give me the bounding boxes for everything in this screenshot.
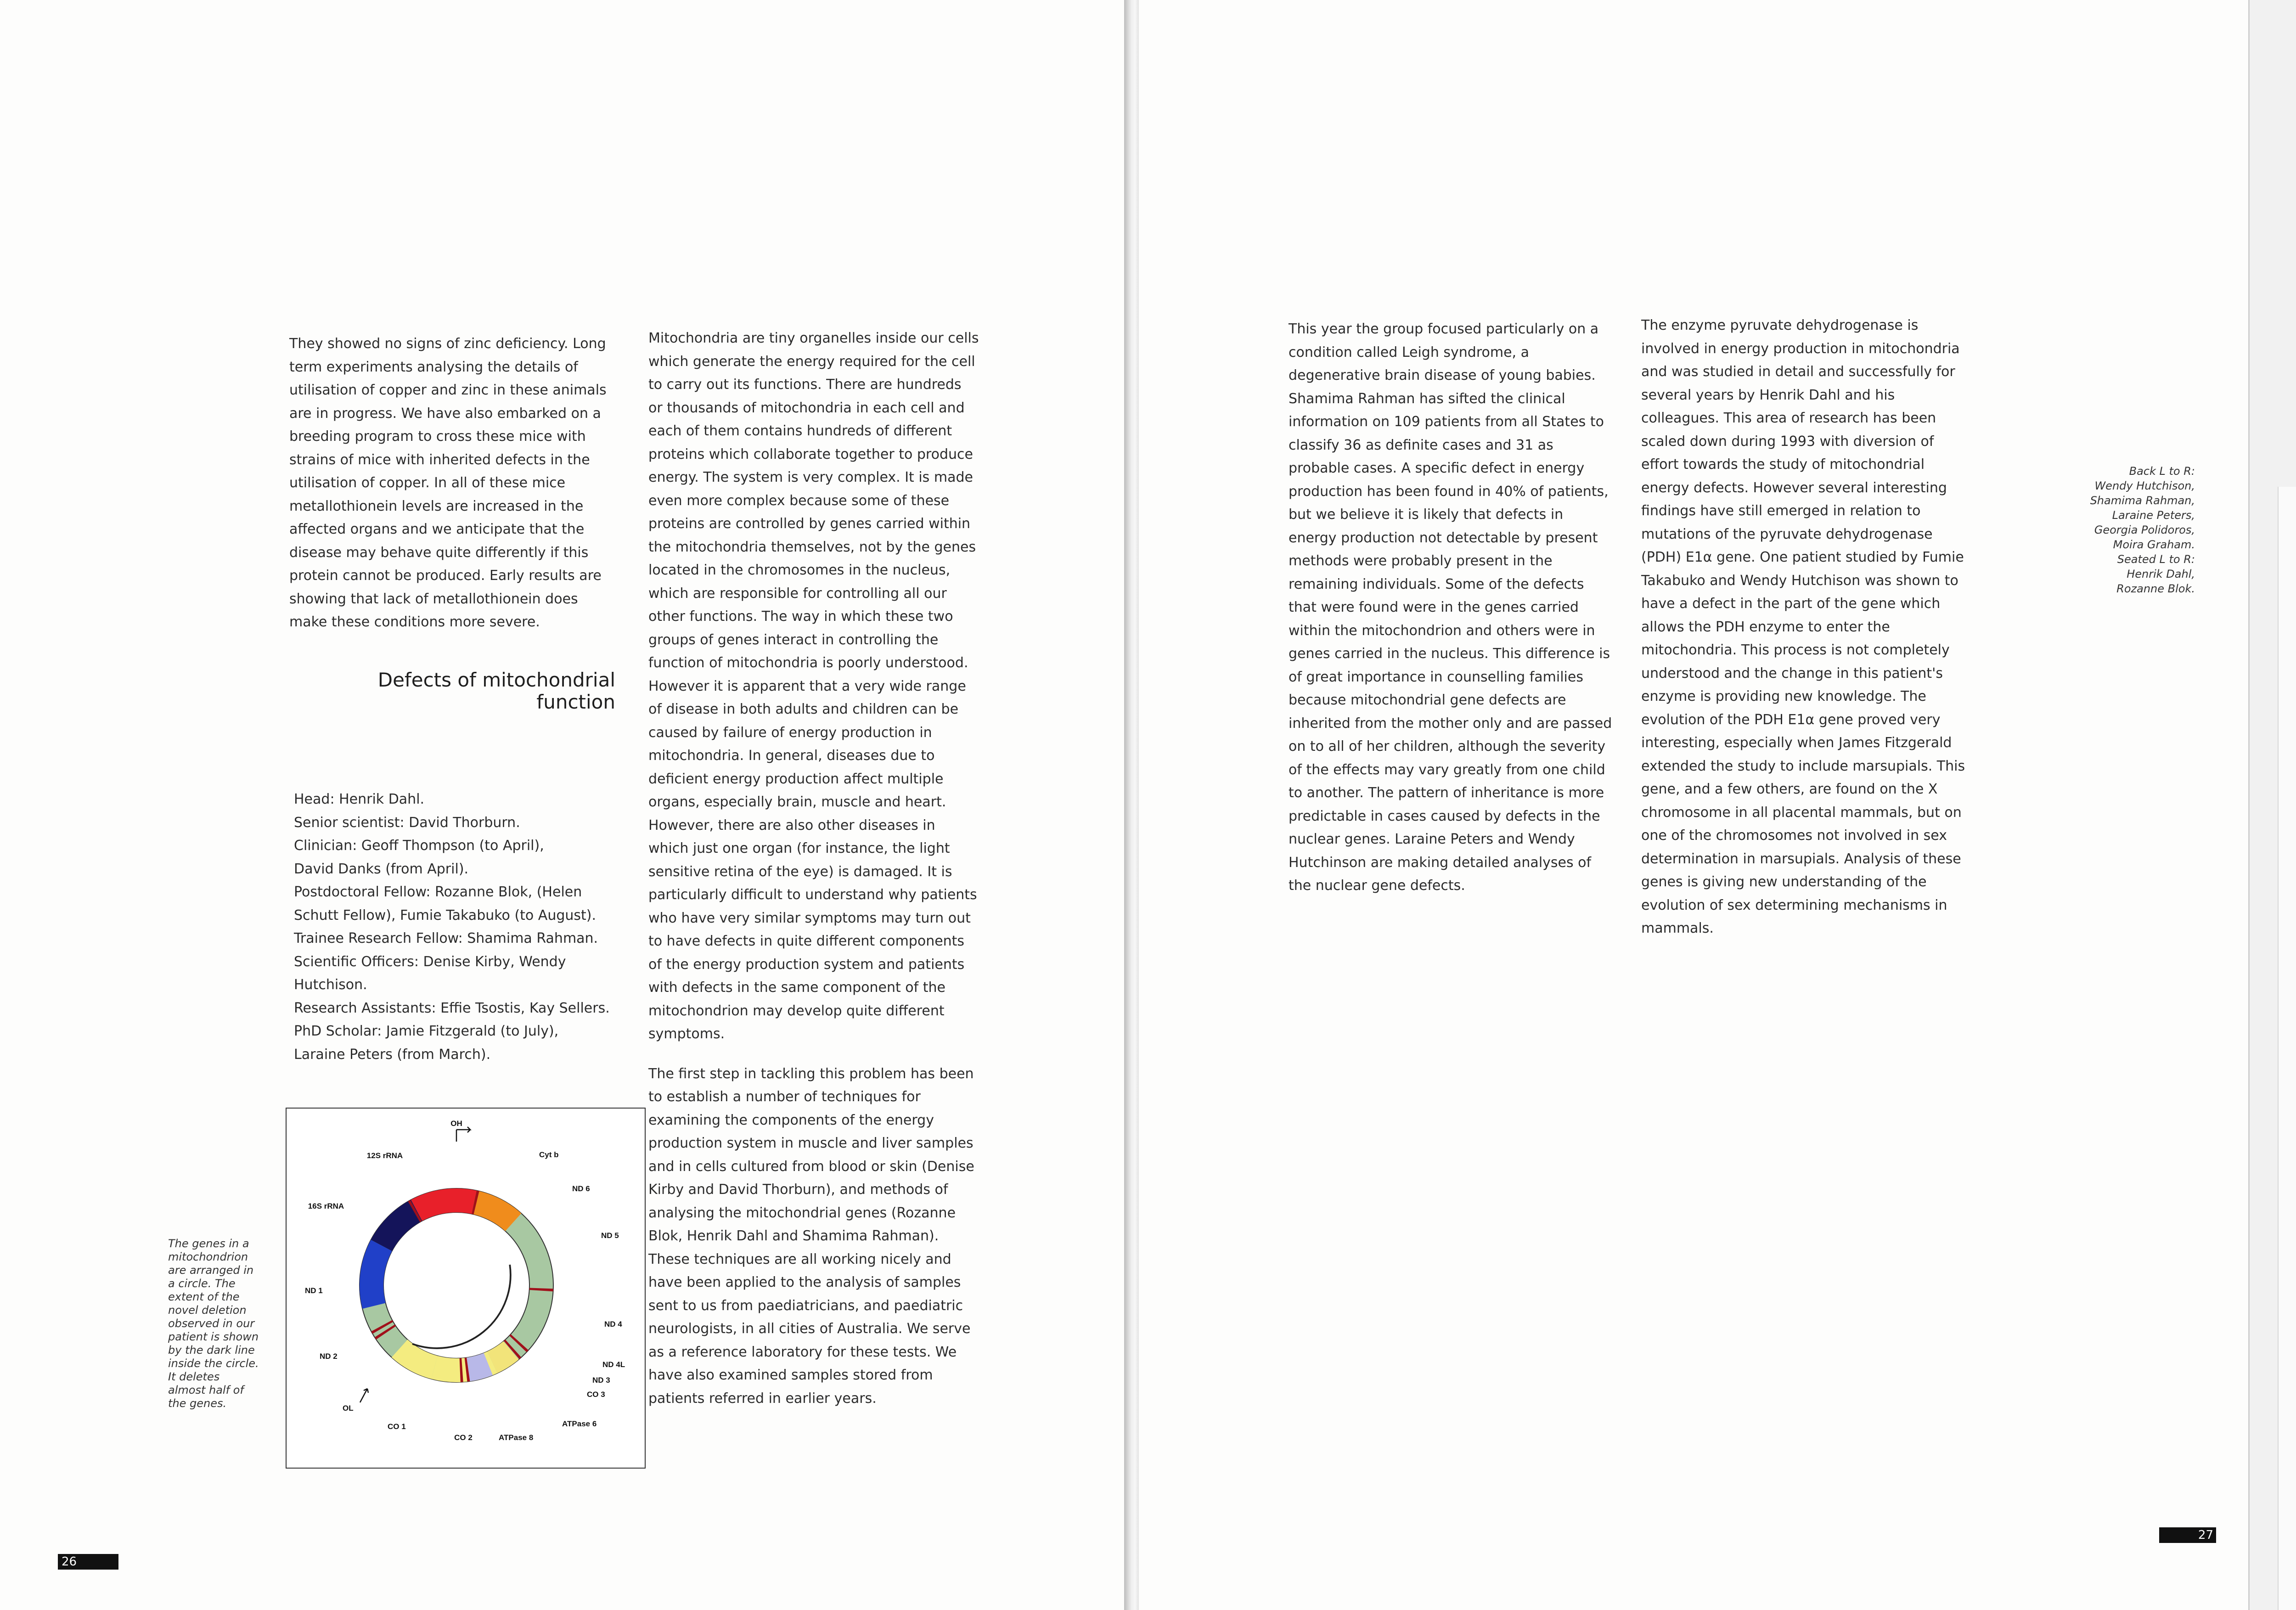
label-12s-rrna: 12S rRNA — [366, 1151, 403, 1160]
staff-list — [294, 788, 625, 1066]
photo-caption-line: Wendy Hutchison, — [2094, 479, 2195, 492]
photo-caption-line: Georgia Polidoros, — [2094, 524, 2195, 536]
leigh-syndrome-paragraph: This year the group focused particularly on a condition called Leigh syndrome, a degenerative brain disease of young babies. Shamima Rahman has sifted the clinical information on 109 patients from all States to classify 36 as definite cases and 31 as probable cases. A specific defect in energy production has been found in 40% of patients, but we believe it is likely that defects in energy production not detectable by present methods were probably present in the remaining individuals. Some of the defects that were found were in the genes carried within the mitochondrion and others were in genes carried in the nucleus. This difference is of great importance in counselling families because mitochondrial gene defects are inherited from the mother only and are passed on to all of her children, although the severity of the effects may vary greatly from one child to another. The pattern of inheritance is more predictable in cases caused by defects in the nuclear genes. Laraine Peters and Wendy Hutchinson are making detailed analyses of the nuclear gene defects. — [1289, 321, 1612, 894]
label-atpase6: ATPase 6 — [562, 1419, 597, 1428]
gene-boundary-mark — [512, 1348, 513, 1350]
gene-boundary-mark — [414, 1210, 416, 1212]
photo-caption — [1965, 464, 2195, 596]
photo-caption-line: Henrik Dahl, — [2127, 568, 2195, 580]
gene-boundary-mark — [385, 1331, 386, 1333]
staff-line: Trainee Research Fellow: Shamima Rahman. — [294, 930, 598, 946]
mitochondrial-gene-map — [286, 1108, 646, 1469]
left-page — [0, 0, 1127, 1610]
label-atpase8: ATPase 8 — [499, 1433, 534, 1442]
mitochondria-paragraph: Mitochondria are tiny organelles inside our cells which generate the energy required for the cell to carry out its functions. There are hundreds or thousands of mitochondria in each cell and each of them contains hundreds of different proteins which collaborate together to produce energy. The system is very complex. It is made even more complex because some of these proteins are controlled by genes carried within the mitochondria themselves, not by the genes located in the chromosomes in the nucleus, which are responsible for controlling all our other functions. The way in which these two groups of genes interact in controlling the function of mitochondria is poorly understood. However it is apparent that a very wide range of disease in both adults and children can be caused by failure of energy production in mitochondria. In general, diseases due to deficient energy production affect multiple organs, especially brain, muscle and heart. However, there are also other diseases in which just one organ (for instance, the light sensitive retina of the eye) is damaged. It is particularly difficult to understand why patients who have very similar symptoms may turn out to have defects in quite different components of the energy production system and patients with defects in the same component of the mitochondrion may develop quite different symptoms. — [648, 330, 979, 1042]
label-oh: OH — [450, 1119, 462, 1128]
staff-line: PhD Scholar: Jamie Fitzgerald (to July), — [294, 1023, 559, 1039]
label-co3: CO 3 — [587, 1390, 605, 1399]
gene-boundary-mark — [382, 1326, 383, 1328]
photo-caption-line: Seated L to R: — [2117, 553, 2195, 566]
right-page — [1139, 0, 2278, 1610]
right-column-1 — [1289, 318, 1615, 898]
heading-line-2: function — [536, 691, 615, 713]
arc-co3 — [492, 1351, 511, 1362]
gene-boundary-mark — [518, 1342, 520, 1344]
figure-caption: The genes in a mitochondrion are arranged in a circle. The extent of the novel deletion observed in our patient is shown by the dark line inside the circle. It deletes almost half of the genes. — [168, 1237, 259, 1410]
label-cytb: Cyt b — [539, 1150, 559, 1159]
arc-cytb-red — [416, 1200, 474, 1210]
staff-line: David Danks (from April). — [294, 861, 469, 877]
first-step-paragraph: The first step in tackling this problem has been to establish a number of techniques for examining the components of the energy production system in muscle and liver samples and in cells cultured from blood or skin (Denise Kirby and David Thorburn), and methods of analysing the mitochondrial genes (Rozanne Blok, Henrik Dahl and Shamima Rahman). These techniques are all working nicely and have been applied to the analysis of samples sent to us from paediatricians, and paediatric neurologists, in all cities of Australia. We serve as a reference laboratory for these tests. We have also examined samples stored from patients referred in earlier years. — [648, 1065, 974, 1407]
label-nd4: ND 4 — [604, 1320, 622, 1329]
page-number-right: 27 — [2159, 1527, 2216, 1543]
staff-line: Schutt Fellow), Fumie Takabuko (to August). — [294, 907, 597, 923]
page-number-left: 26 — [58, 1554, 118, 1570]
label-co1: CO 1 — [388, 1422, 406, 1431]
right-column-2 — [1641, 314, 1972, 940]
staff-line: Head: Henrik Dahl. — [294, 791, 425, 807]
label-nd2: ND 2 — [320, 1352, 338, 1361]
staff-line: Scientific Officers: Denise Kirby, Wendy — [294, 953, 566, 970]
staff-line: Clinician: Geoff Thompson (to April), — [294, 838, 544, 854]
label-16s-rrna: 16S rRNA — [308, 1202, 344, 1210]
zinc-paragraph: They showed no signs of zinc deficiency. Long term experiments analysing the details of utilisation of copper and zinc in these animals are in progress. We have also embarked on a breeding program to cross these mice with strains of mice with inherited defects in the utilisation of copper. In all of these mice metallothionein levels are increased in the affected organs and we anticipate that the disease may behave quite differently if this protein cannot be produced. Early results are showing that lack of metallothionein does make these conditions more severe. — [289, 336, 607, 630]
label-co2: CO 2 — [454, 1433, 473, 1442]
photo-caption-line: Back L to R: — [2129, 465, 2195, 478]
gene-map-svg — [287, 1109, 645, 1468]
gene-boundary-mark — [466, 1369, 468, 1370]
arc-16s-rrna — [371, 1245, 382, 1306]
staff-line: Senior scientist: David Thorburn. — [294, 814, 520, 831]
deletion-line — [412, 1265, 511, 1348]
label-nd6: ND 6 — [572, 1184, 590, 1193]
label-nd1: ND 1 — [305, 1286, 323, 1295]
page-edge-inner — [2278, 487, 2296, 1610]
arc-orange — [474, 1202, 513, 1222]
label-nd4l: ND 4L — [602, 1360, 625, 1369]
arc-12s-rrna — [382, 1210, 416, 1245]
staff-line: Hutchison. — [294, 977, 367, 993]
staff-line: Research Assistants: Effie Tsostis, Kay Sellers. — [294, 1000, 610, 1016]
section-heading — [294, 669, 615, 713]
arc-co1b — [400, 1348, 434, 1367]
pdh-paragraph: The enzyme pyruvate dehydrogenase is involved in energy production in mitochondria and was studied in detail and successfully for several years by Henrik Dahl and his colleagues. This area of research has been scaled down during 1993 with diversion of effort towards the study of mitochondrial energy defects. However several interesting findings have still emerged in relation to mutations of the pyruvate dehydrogenase (PDH) E1α gene. One patient studied by Fumie Takabuko and Wendy Hutchison was shown to have a defect in the part of the gene which allows the PDH enzyme to enter the mitochondria. This process is not completely understood and the change in this patient's enzyme is providing new knowledge. The evolution of the PDH E1α gene proved very interesting, especially when James Fitzgerald extended the study to include marsupials. This gene, and a few others, are found on the X chromosome in all placental mammals, but on one of the chromosomes not involved in sex determination in marsupials. Analysis of these genes is giving new understanding of the evolution of sex determining mechanisms in mammals. — [1641, 317, 1965, 936]
label-ol: OL — [343, 1404, 354, 1413]
photo-caption-line: Shamima Rahman, — [2090, 494, 2195, 507]
left-column-2 — [648, 327, 979, 1410]
photo-caption-line: Laraine Peters, — [2112, 509, 2195, 522]
oh-arrow-icon — [456, 1127, 470, 1142]
heading-line-1: Defects of mitochondrial — [377, 669, 615, 691]
photo-caption-line: Rozanne Blok. — [2116, 582, 2195, 595]
photo-caption-line: Moira Graham. — [2113, 538, 2195, 551]
ol-arrow-icon — [360, 1389, 368, 1402]
label-nd5: ND 5 — [601, 1231, 619, 1240]
label-nd3: ND 3 — [592, 1376, 610, 1385]
ring-inner-edge — [383, 1212, 529, 1358]
staff-line: Laraine Peters (from March). — [294, 1046, 491, 1063]
staff-line: Postdoctoral Fellow: Rozanne Blok, (Helen — [294, 884, 582, 900]
arc-atpase — [468, 1364, 489, 1370]
left-column-1 — [289, 332, 611, 634]
gene-boundary-mark — [474, 1202, 476, 1203]
